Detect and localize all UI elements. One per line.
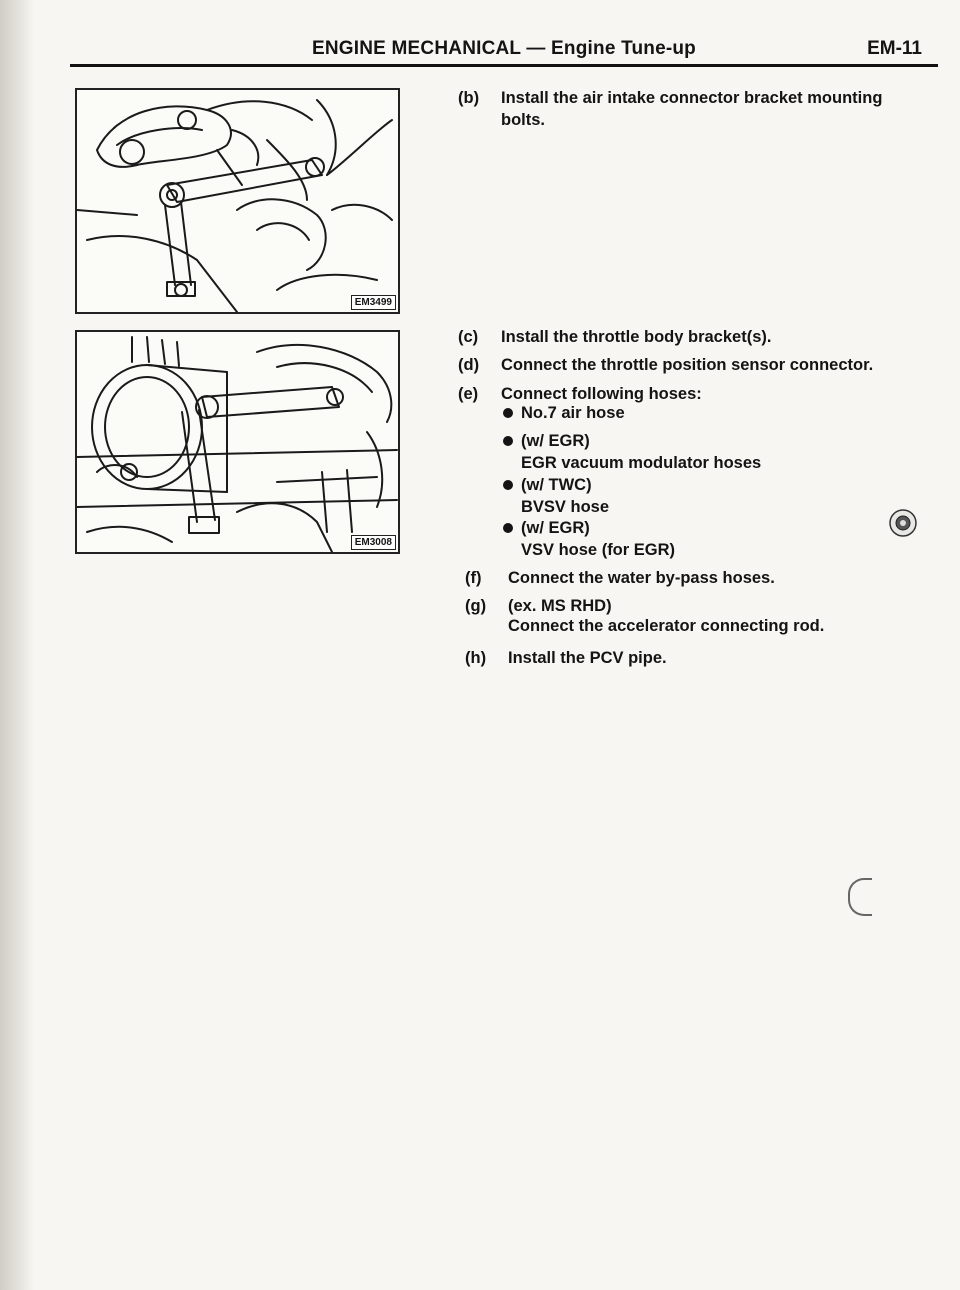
page-number: EM-11 bbox=[867, 38, 922, 59]
step-f bbox=[465, 568, 925, 590]
header-title: ENGINE MECHANICAL — Engine Tune-up bbox=[312, 38, 696, 59]
step-label: (d) bbox=[458, 356, 480, 374]
hose-item-subtext: EGR vacuum modulator hoses bbox=[521, 454, 762, 472]
step-text: Connect following hoses: bbox=[501, 385, 702, 403]
bullet-icon bbox=[503, 523, 513, 533]
hose-item-subtext: BVSV hose bbox=[521, 498, 610, 516]
bullet-icon bbox=[503, 408, 513, 418]
step-text: Install the throttle body bracket(s). bbox=[501, 328, 772, 346]
figure-code: EM3008 bbox=[351, 535, 396, 550]
step-label: (g) bbox=[465, 597, 487, 615]
step-text-continued: bolts. bbox=[501, 111, 545, 129]
figure-bracket-bolts-drawing bbox=[77, 90, 398, 312]
step-label: (c) bbox=[458, 328, 479, 346]
step-g bbox=[465, 596, 925, 640]
hose-item bbox=[503, 518, 923, 562]
hose-item bbox=[503, 431, 923, 475]
hose-item-subtext: VSV hose (for EGR) bbox=[521, 541, 676, 559]
step-text-continued: Connect the accelerator connecting rod. bbox=[508, 617, 825, 635]
step-label: (b) bbox=[458, 89, 480, 107]
step-text: Install the air intake connector bracket mounting bbox=[501, 89, 883, 107]
step-text: (ex. MS RHD) bbox=[508, 597, 612, 615]
step-c bbox=[458, 327, 928, 349]
figure-throttle-bracket bbox=[75, 330, 400, 554]
step-text: Install the PCV pipe. bbox=[508, 649, 667, 667]
step-label: (f) bbox=[465, 569, 482, 587]
margin-bracket-mark bbox=[848, 878, 872, 916]
hose-item-text: (w/ EGR) bbox=[521, 432, 590, 450]
grommet-icon bbox=[888, 508, 918, 538]
figure-code: EM3499 bbox=[351, 295, 396, 310]
hose-item-text: (w/ EGR) bbox=[521, 519, 590, 537]
page-binding-edge bbox=[0, 0, 34, 1290]
bullet-icon bbox=[503, 480, 513, 490]
step-h bbox=[465, 648, 925, 670]
step-label: (e) bbox=[458, 385, 479, 403]
step-b bbox=[458, 88, 928, 132]
hose-item-text: No.7 air hose bbox=[521, 404, 625, 422]
hose-item bbox=[503, 475, 923, 519]
step-d bbox=[458, 355, 928, 377]
hose-item bbox=[503, 403, 923, 425]
figure-throttle-bracket-drawing bbox=[77, 332, 398, 552]
step-label: (h) bbox=[465, 649, 487, 667]
figure-bracket-bolts bbox=[75, 88, 400, 314]
step-text: Connect the water by-pass hoses. bbox=[508, 569, 775, 587]
bullet-icon bbox=[503, 436, 513, 446]
hose-item-text: (w/ TWC) bbox=[521, 476, 592, 494]
header-rule bbox=[70, 64, 938, 67]
step-text: Connect the throttle position sensor connector. bbox=[501, 356, 874, 374]
